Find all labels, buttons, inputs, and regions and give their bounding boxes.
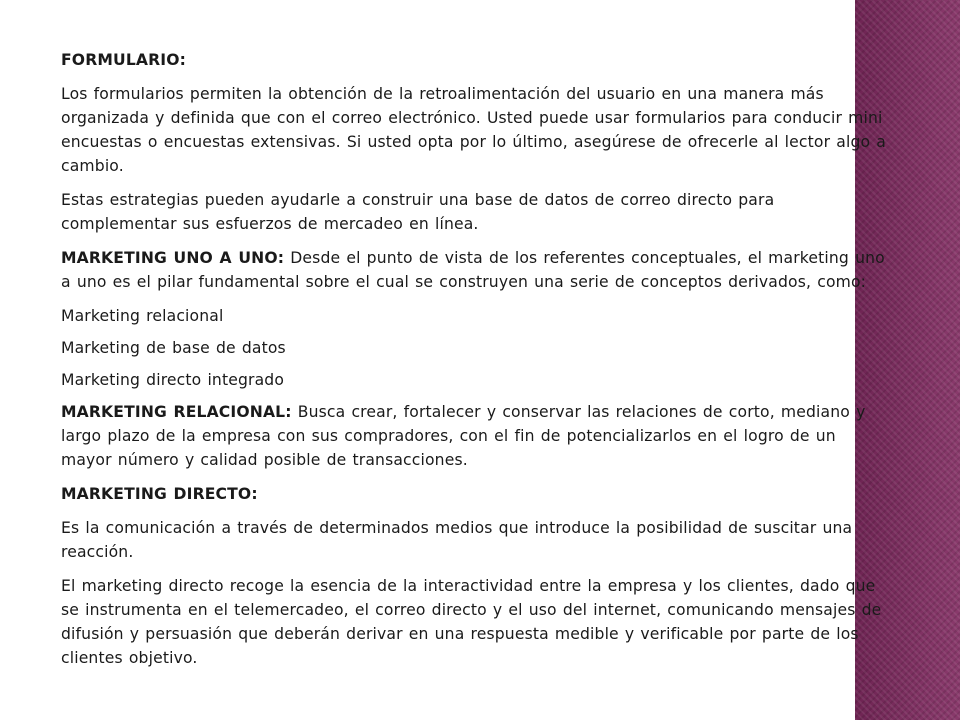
relacional-heading: MARKETING RELACIONAL:: [61, 403, 292, 421]
estrategias-paragraph: Estas estrategias pueden ayudarle a construir una base de datos de correo directo para complementar sus esfuerzos de mercadeo en línea.: [61, 191, 775, 233]
formulario-paragraph: Los formularios permiten la obtención de la retroalimentación del usuario en una manera más organizada y definida que con el correo electrónico. Usted puede usar formularios para conducir mini encuestas o encuestas extensivas. Si usted opta por lo último, asegúrese de ofrecerle al lector algo a cambio.: [61, 85, 886, 175]
list-item-directo-integrado: Marketing directo integrado: [61, 371, 285, 389]
directo-heading: MARKETING DIRECTO:: [61, 485, 258, 503]
formulario-heading: FORMULARIO:: [61, 51, 187, 69]
relacional-text: Busca crear, fortalecer y conservar las relaciones de corto, mediano y largo plazo de la empresa con sus compradores, con el fin de potencializarlos en el logro de un mayor número y calidad posible de transacciones.: [61, 403, 866, 469]
directo-paragraph-1: Es la comunicación a través de determinados medios que introduce la posibilidad de suscitar una reacción.: [61, 519, 853, 561]
uno-a-uno-heading: MARKETING UNO A UNO:: [61, 249, 285, 267]
relacional-paragraph: [61, 400, 891, 472]
uno-a-uno-text: Desde el punto de vista de los referentes conceptuales, el marketing uno a uno es el pilar fundamental sobre el cual se construyen una serie de conceptos derivados, como:: [61, 249, 885, 291]
list-item-relacional: Marketing relacional: [61, 307, 224, 325]
directo-paragraph-2: El marketing directo recoge la esencia de la interactividad entre la empresa y los clientes, dado que se instrumenta en el telemercadeo, el correo directo y el uso del internet, comunicando mensajes de difusión y persuasión que deberán derivar en una respuesta medible y verificable por parte de los clientes objetivo.: [61, 577, 882, 667]
slide-content: [61, 48, 891, 680]
list-item-base-de-datos: Marketing de base de datos: [61, 339, 286, 357]
uno-a-uno-paragraph: [61, 246, 891, 294]
